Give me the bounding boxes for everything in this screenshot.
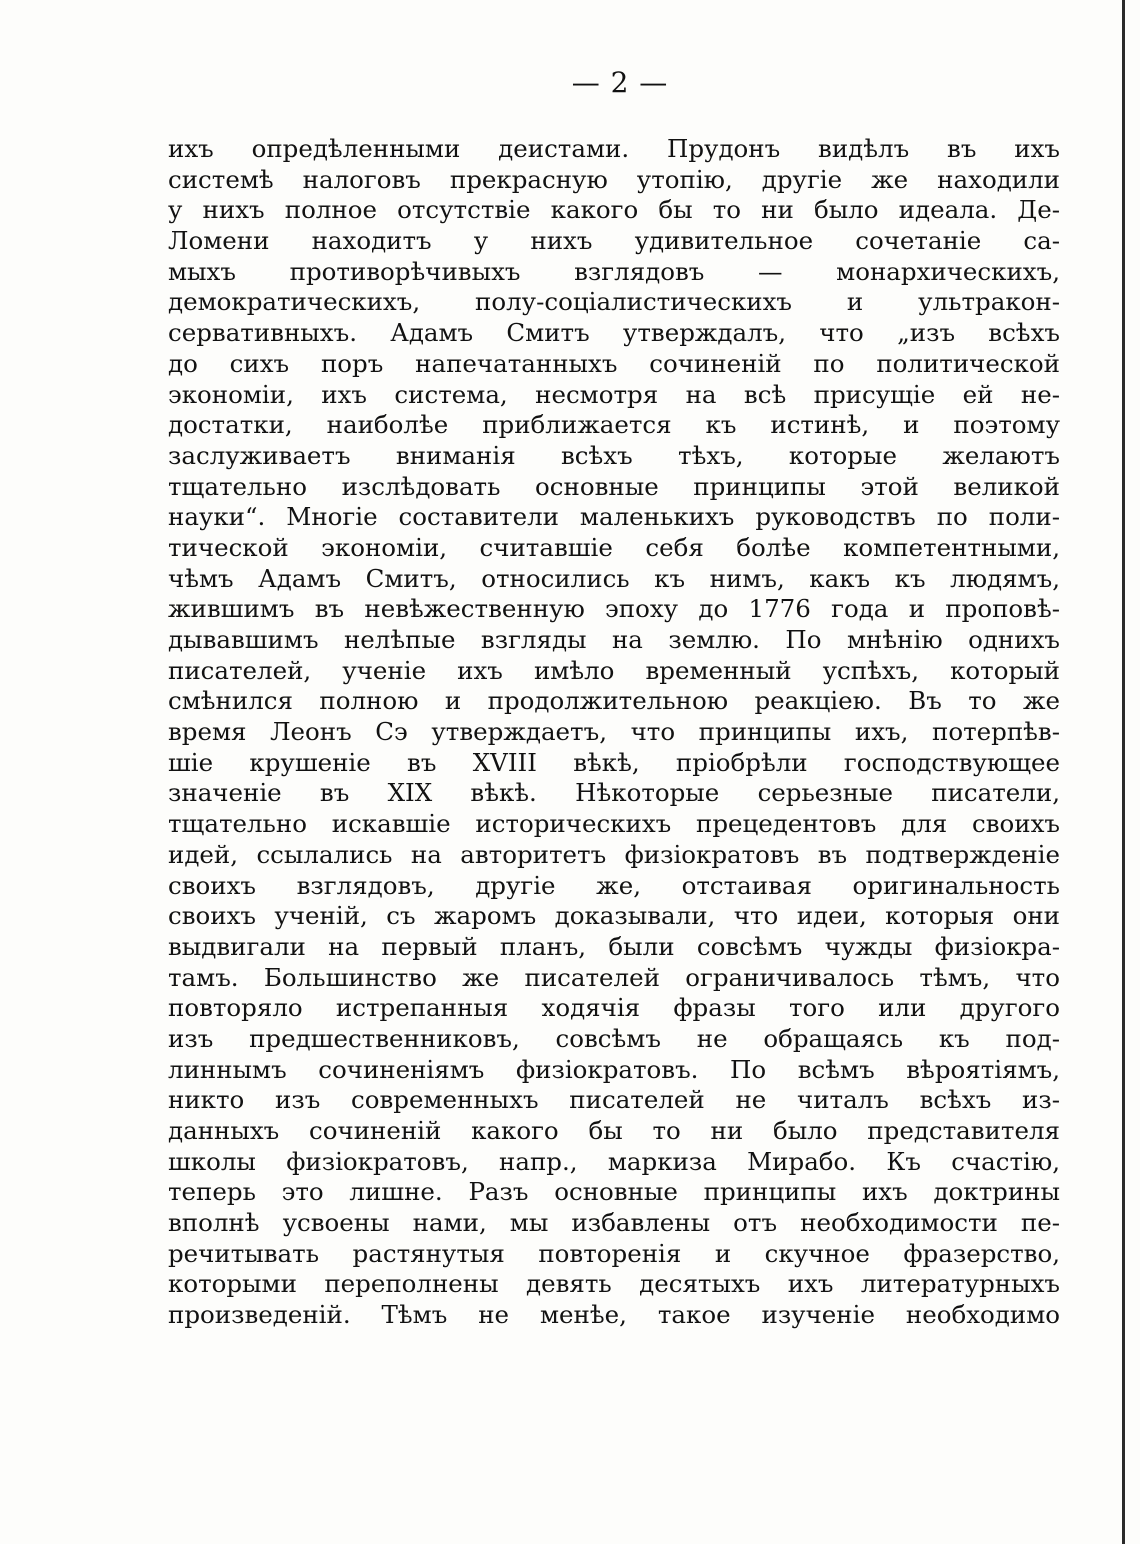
text-line: Ломени находитъ у нихъ удивительное сочетаніе са-	[168, 226, 1060, 256]
page-number: — 2 —	[571, 66, 669, 99]
text-line: тщательно изслѣдовать основные принципы этой великой	[168, 471, 1060, 501]
text-line: своихъ взглядовъ, другіе же, отстаивая оригинальность	[168, 870, 1060, 900]
text-line: жившимъ въ невѣжественную эпоху до 1776 года и проповѣ-	[168, 594, 1060, 624]
text-line: чѣмъ Адамъ Смитъ, относились къ нимъ, какъ къ людямъ,	[168, 563, 1060, 593]
text-line: вполнѣ усвоены нами, мы избавлены отъ необходимости пе-	[168, 1208, 1060, 1238]
text-line: изъ предшественниковъ, совсѣмъ не обращаясь къ под-	[168, 1023, 1060, 1053]
text-line: до сихъ поръ напечатанныхъ сочиненій по политической	[168, 348, 1060, 378]
text-line: произведеній. Тѣмъ не менѣе, такое изученіе необходимо	[168, 1300, 1060, 1330]
text-line: тщательно искавшіе историческихъ прецедентовъ для своихъ	[168, 809, 1060, 839]
text-line: повторяло истрепанныя ходячія фразы того или другого	[168, 993, 1060, 1023]
text-line: смѣнился полною и продолжительною реакціею. Въ то же	[168, 686, 1060, 716]
text-line: школы физіократовъ, напр., маркиза Мирабо. Къ счастію,	[168, 1146, 1060, 1176]
page-edge-border	[1122, 0, 1125, 1544]
text-line: системѣ налоговъ прекрасную утопію, другіе же находили	[168, 164, 1060, 194]
text-line: теперь это лишне. Разъ основные принципы ихъ доктрины	[168, 1177, 1060, 1207]
text-line: тамъ. Большинство же писателей ограничивалось тѣмъ, что	[168, 962, 1060, 992]
text-line: линнымъ сочиненіямъ физіократовъ. По всѣмъ вѣроятіямъ,	[168, 1054, 1060, 1084]
text-line: время Леонъ Сэ утверждаетъ, что принципы ихъ, потерпѣв-	[168, 717, 1060, 747]
text-line: сервативныхъ. Адамъ Смитъ утверждалъ, что „изъ всѣхъ	[168, 318, 1060, 348]
text-line: тической экономіи, считавшіе себя болѣе компетентными,	[168, 532, 1060, 562]
text-line: идей, ссылались на авторитетъ физіократовъ въ подтвержденіе	[168, 839, 1060, 869]
text-line: значеніе въ XIX вѣкѣ. Нѣкоторые серьезные писатели,	[168, 778, 1060, 808]
text-line: науки“. Многіе составители маленькихъ руководствъ по поли-	[168, 502, 1060, 532]
text-line: данныхъ сочиненій какого бы то ни было представителя	[168, 1116, 1060, 1145]
text-line: речитывать растянутыя повторенія и скучное фразерство,	[168, 1238, 1060, 1268]
text-line: демократическихъ, полу-соціалистическихъ и ультракон-	[168, 287, 1060, 317]
text-line: никто изъ современныхъ писателей не читалъ всѣхъ из-	[168, 1085, 1060, 1115]
text-line: шіе крушеніе въ XVIII вѣкѣ, пріобрѣли господствующее	[168, 747, 1060, 777]
text-line: заслуживаетъ вниманія всѣхъ тѣхъ, которые желаютъ	[168, 440, 1060, 470]
text-line: писателей, ученіе ихъ имѣло временный успѣхъ, который	[168, 655, 1060, 685]
text-line: своихъ ученій, съ жаромъ доказывали, что идеи, которыя они	[168, 901, 1060, 931]
text-line: выдвигали на первый планъ, были совсѣмъ чужды физіокра-	[168, 931, 1060, 961]
text-line: у нихъ полное отсутствіе какого бы то ни было идеала. Де-	[168, 195, 1060, 225]
text-line: достатки, наиболѣе приближается къ истинѣ, и поэтому	[168, 410, 1060, 440]
text-line: которыми переполнены девять десятыхъ ихъ литературныхъ	[168, 1269, 1060, 1299]
text-line: ихъ опредѣленными деистами. Прудонъ видѣлъ въ ихъ	[168, 134, 1060, 163]
body-text	[168, 134, 1060, 1331]
text-line: экономіи, ихъ система, несмотря на всѣ присущіе ей не-	[168, 379, 1060, 409]
text-line: мыхъ противорѣчивыхъ взглядовъ — монархическихъ,	[168, 256, 1060, 286]
text-line: дывавшимъ нелѣпые взгляды на землю. По мнѣнію однихъ	[168, 625, 1060, 654]
